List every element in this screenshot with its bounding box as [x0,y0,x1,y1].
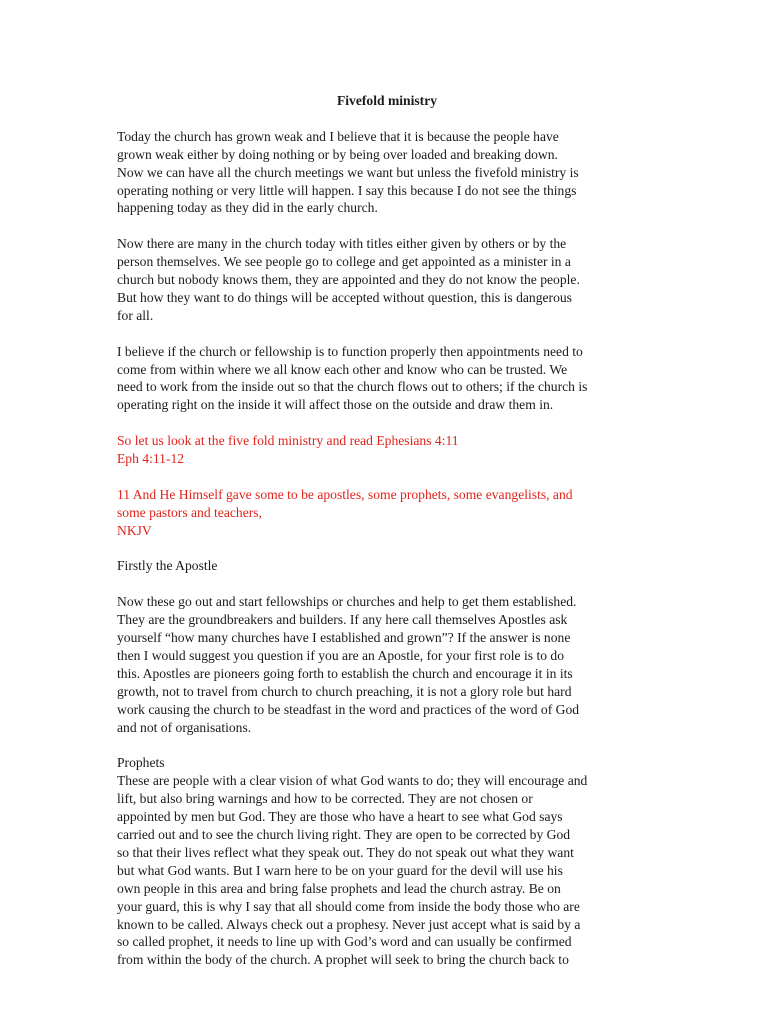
text-line: grown weak either by doing nothing or by being over loaded and breaking down. [117,146,558,162]
text-line: from within the body of the church. A prophet will seek to bring the church back to [117,952,569,968]
section-heading-apostle [117,557,657,575]
text-line: known to be called. Always check out a prophesy. Never just accept what is said by a [117,916,581,932]
text-line: Now these go out and start fellowships or churches and help to get them established. [117,594,577,610]
paragraph-scripture-intro [117,432,657,468]
text-line: work causing the church to be steadfast in the word and practices of the word of God [117,701,580,717]
paragraph-appointments [117,343,657,415]
text-line: your guard, this is why I say that all should come from inside the body those who are [117,898,580,914]
text-line: then I would suggest you question if you are an Apostle, for your first role is to do [117,647,565,663]
text-line: growth, not to travel from church to church preaching, it is not a glory role but hard [117,683,572,699]
text-line: need to work from the inside out so that the church flows out to others; if the church is [117,379,588,395]
text-line: so that their lives reflect what they speak out. They do not speak out what they want [117,844,574,860]
section-heading: Prophets [117,755,165,771]
paragraph-titles [117,235,657,325]
paragraph-scripture-quote [117,486,657,540]
text-line: this. Apostles are pioneers going forth to establish the church and encourage it in its [117,665,573,681]
text-line: carried out and to see the church living right. They are open to be corrected by God [117,827,571,843]
text-line: These are people with a clear vision of what God wants to do; they will encourage and [117,773,588,789]
text-line: Today the church has grown weak and I believe that it is because the people have [117,128,559,144]
text-line: own people in this area and bring false prophets and lead the church astray. Be on [117,880,561,896]
text-line: some pastors and teachers, [117,504,262,520]
paragraph-apostle [117,593,657,736]
text-line: So let us look at the five fold ministry and read Ephesians 4:11 [117,433,459,449]
text-line: for all. [117,307,154,323]
text-line: But how they want to do things will be accepted without question, this is dangerous [117,289,572,305]
text-line: operating right on the inside it will affect those on the outside and draw them in. [117,397,554,413]
text-line: yourself “how many churches have I established and grown”? If the answer is none [117,630,571,646]
text-line: and not of organisations. [117,719,252,735]
scripture-reference: Eph 4:11-12 [117,451,185,467]
section-heading: Firstly the Apostle [117,558,218,574]
text-line: I believe if the church or fellowship is to function properly then appointments need to [117,343,583,359]
text-line: Now there are many in the church today with titles either given by others or by the [117,236,567,252]
text-line: church but nobody knows them, they are appointed and they do not know the people. [117,272,580,288]
text-line: come from within where we all know each other and know who can be trusted. We [117,361,568,377]
paragraph-prophets [117,754,657,969]
text-line: They are the groundbreakers and builders. If any here call themselves Apostles ask [117,612,568,628]
text-line: person themselves. We see people go to college and get appointed as a minister in a [117,254,571,270]
paragraph-intro [117,128,657,218]
text-line: lift, but also bring warnings and how to be corrected. They are not chosen or [117,791,533,807]
text-line: happening today as they did in the early church. [117,200,378,216]
text-line: Now we can have all the church meetings we want but unless the fivefold ministry is [117,164,579,180]
document-title: Fivefold ministry [336,93,438,108]
text-line: but what God wants. But I warn here to be on your guard for the devil will use his [117,862,563,878]
text-line: appointed by men but God. They are those who have a heart to see what God says [117,809,563,825]
text-line: 11 And He Himself gave some to be apostles, some prophets, some evangelists, and [117,486,573,502]
translation-label: NKJV [117,522,152,538]
text-line: so called prophet, it needs to line up with God’s word and can usually be confirmed [117,934,572,950]
text-line: operating nothing or very little will happen. I say this because I do not see the things [117,182,577,198]
document-body [117,92,657,969]
